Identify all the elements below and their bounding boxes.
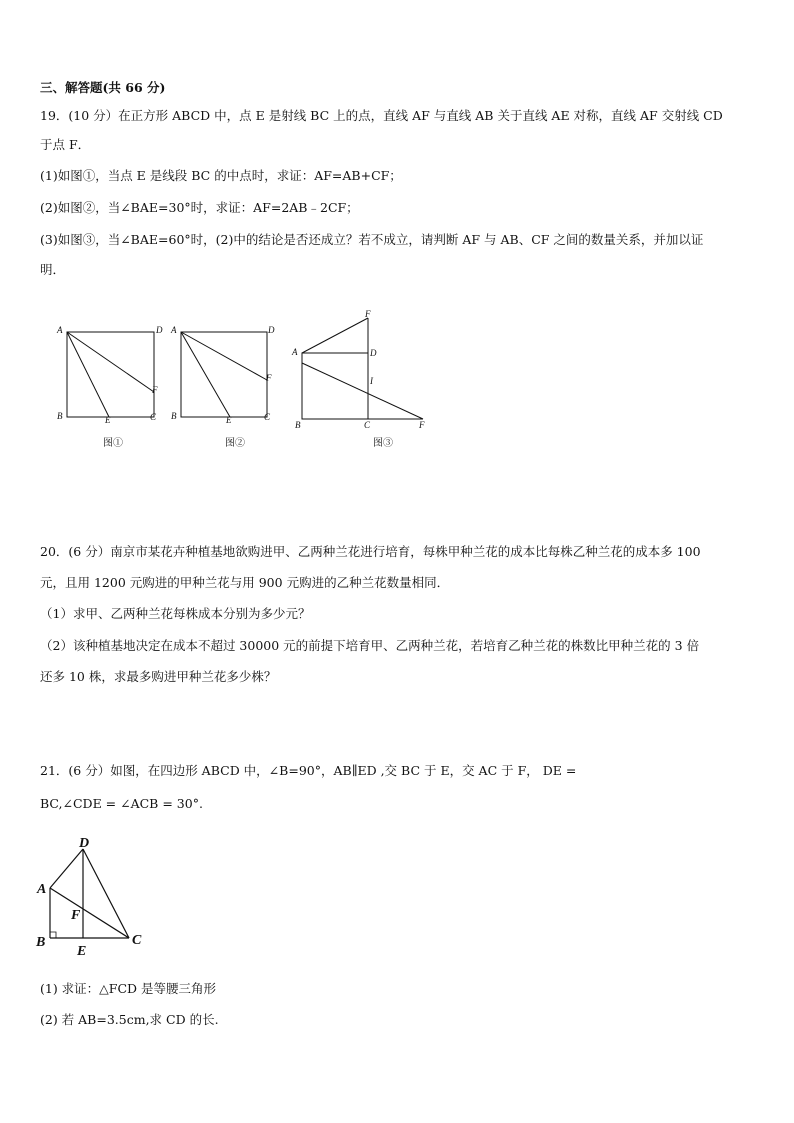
- fig1-segment-af: [67, 332, 154, 392]
- fig1-caption: 图①: [103, 438, 123, 449]
- fig2-caption: 图②: [225, 438, 245, 449]
- q21-label-a: A: [37, 882, 47, 897]
- q20-part2a: （2）该种植基地决定在成本不超过 30000 元的前提下培育甲、乙两种兰花，若培育乙种兰花的株数比甲种兰花的 3 倍: [40, 638, 700, 653]
- q20-line1: 20．(6 分）南京市某花卉种植基地欲购进甲、乙两种兰花进行培育，每株甲种兰花的成本比每株乙种兰花的成本多 100: [40, 544, 701, 559]
- fig1-label-f: F: [152, 385, 158, 395]
- figure-2: [170, 322, 280, 452]
- fig1-label-b: B: [57, 411, 63, 421]
- fig2-segment-af: [181, 332, 267, 380]
- fig3-segment-ae: [302, 363, 423, 419]
- fig1-square: [67, 332, 154, 417]
- section-title: 三、解答题(共 66 分): [40, 80, 166, 95]
- fig2-label-f: F: [266, 373, 272, 383]
- fig2-label-e: E: [226, 415, 232, 425]
- fig3-label-a: A: [292, 347, 298, 357]
- fig2-label-b: B: [171, 411, 177, 421]
- q20-part2b: 还多 10 株，求最多购进甲种兰花多少株？: [40, 669, 277, 684]
- figure-3: [290, 308, 440, 453]
- q19-line1: 19．(10 分）在正方形 ABCD 中，点 E 是射线 BC 上的点，直线 AF 与直线 AB 关于直线 AE 对称，直线 AF 交射线 CD: [40, 108, 723, 123]
- fig3-label-c: C: [364, 420, 371, 430]
- q21-segment-dc: [83, 849, 129, 938]
- fig3-label-f-bottom: F: [419, 420, 425, 430]
- figure-1: [55, 322, 165, 452]
- fig2-segment-ae: [181, 332, 230, 417]
- q19-part3b: 明．: [40, 262, 66, 277]
- fig1-label-c: C: [150, 412, 157, 422]
- q21-line1: 21．(6 分）如图，在四边形 ABCD 中，∠B=90°，AB∥ED ,交 BC 于 E，交 AC 于 F， DE =: [40, 763, 577, 778]
- q19-part1: (1)如图①，当点 E 是线段 BC 的中点时，求证：AF=AB+CF；: [40, 168, 402, 183]
- q19-part3a: (3)如图③，当∠BAE=60°时，(2)中的结论是否还成立？若不成立，请判断 AF 与 AB、CF 之间的数量关系，并加以证: [40, 232, 704, 247]
- fig1-label-d: D: [156, 325, 163, 335]
- q19-part2: (2)如图②，当∠BAE=30°时，求证：AF=2AB﹣2CF；: [40, 200, 359, 215]
- q21-part1: (1) 求证：△FCD 是等腰三角形: [40, 981, 217, 996]
- fig2-square: [181, 332, 267, 417]
- fig3-square: [302, 353, 368, 419]
- fig3-label-d: D: [370, 348, 377, 358]
- q21-right-angle-mark: [50, 932, 56, 938]
- fig1-segment-ae: [67, 332, 109, 417]
- q20-line2: 元，且用 1200 元购进的甲种兰花与用 900 元购进的乙种兰花数量相同．: [40, 575, 450, 590]
- q21-segment-ac: [50, 888, 129, 938]
- q21-label-d: D: [79, 836, 90, 851]
- q21-label-b: B: [36, 935, 46, 950]
- q21-label-f: F: [71, 908, 81, 923]
- fig3-caption: 图③: [373, 438, 393, 449]
- fig2-label-c: C: [264, 412, 271, 422]
- q19-line2: 于点 F．: [40, 137, 91, 152]
- q21-line2: BC,∠CDE = ∠ACB = 30°.: [40, 796, 203, 811]
- fig3-label-i: I: [370, 376, 373, 386]
- fig3-label-f-top: F: [365, 309, 371, 319]
- q21-part2: (2) 若 AB=3.5cm,求 CD 的长.: [40, 1012, 219, 1027]
- q20-part1: （1）求甲、乙两种兰花每株成本分别为多少元？: [40, 606, 311, 621]
- q21-label-e: E: [77, 944, 87, 959]
- fig1-label-a: A: [57, 325, 63, 335]
- fig3-segment-af-top: [302, 318, 368, 353]
- fig2-label-d: D: [268, 325, 275, 335]
- fig2-label-a: A: [171, 325, 177, 335]
- q21-label-c: C: [132, 933, 142, 948]
- figure-q21: [30, 832, 160, 962]
- fig3-label-b: B: [295, 420, 301, 430]
- q21-segment-ad: [50, 849, 83, 888]
- fig1-label-e: E: [105, 415, 111, 425]
